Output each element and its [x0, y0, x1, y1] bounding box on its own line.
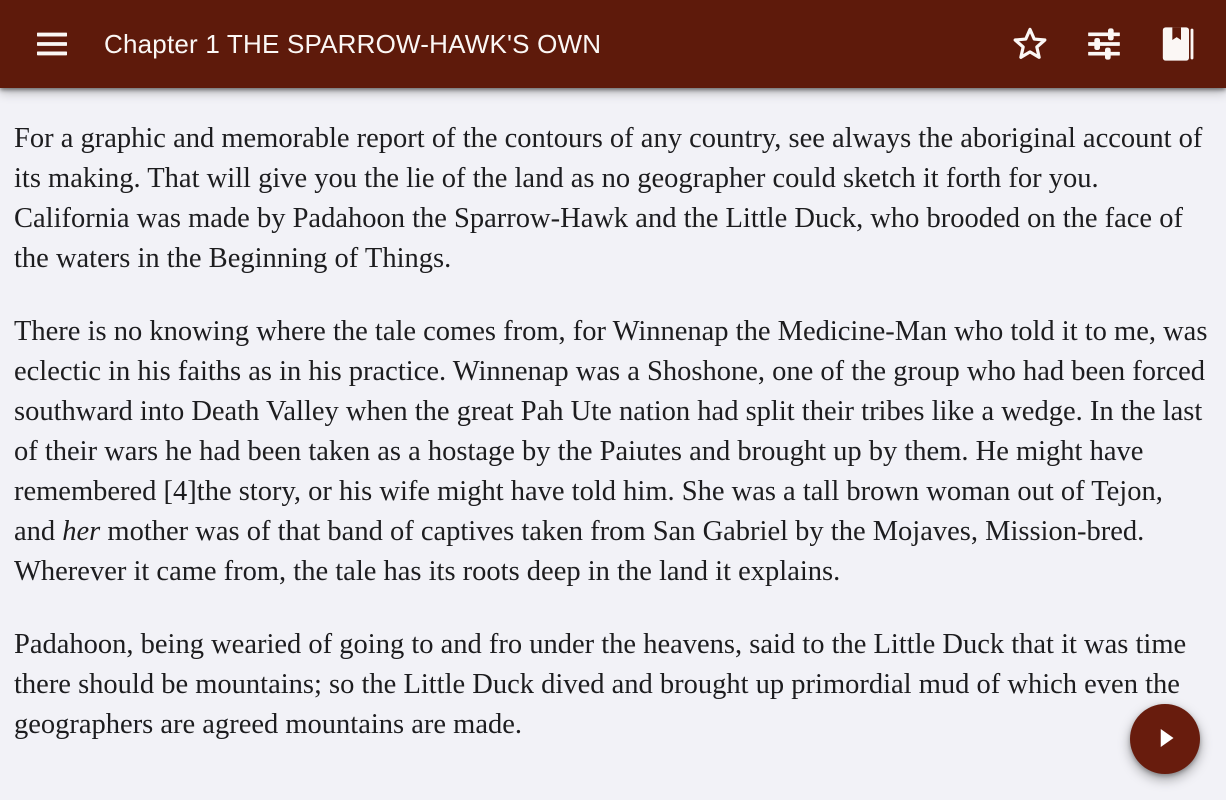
- paragraph: [14, 119, 1212, 279]
- app-bar-actions: [1006, 20, 1202, 68]
- display-settings-button[interactable]: [1080, 20, 1128, 68]
- favorite-button[interactable]: [1006, 20, 1054, 68]
- menu-button[interactable]: [28, 20, 76, 68]
- hamburger-menu-icon: [32, 24, 72, 64]
- bookmarks-button[interactable]: [1154, 20, 1202, 68]
- text-segment: There is no knowing where the tale comes from, for Winnenap the Medicine-Man who told it to me, was eclectic in his faiths as in his practice. Winnenap was a Shoshone, one of the group who had been forced southward into Death Valley when the great Pah Ute nation had split their tribes like a wedge. In the last of their wars he had been taken as a hostage by the Paiutes and brought up by them. He might have remembered [4]the story, or his wife might have told him. She was a tall brown woman out of Tejon,: [14, 316, 1208, 507]
- play-fab-button[interactable]: [1130, 704, 1200, 774]
- page-title: Chapter 1 THE SPARROW-HAWK'S OWN: [104, 28, 602, 59]
- play-arrow-icon: [1148, 721, 1182, 758]
- text-segment: Padahoon, being wearied of going to and fro under the heavens, said to the Little Duck that it was time there should be mountains; so the Little Duck dived and brought up primordial mud of which even the geographers are agreed mountains are made.: [14, 629, 1187, 740]
- book-bookmark-icon: [1158, 24, 1198, 64]
- italic-text-segment: her: [62, 516, 101, 547]
- text-segment: mother was of that band of captives taken from San Gabriel by the Mojaves, Mission-bred. Wherever it came from, the tale has its roots deep in the land it explains.: [14, 516, 1145, 587]
- paragraph: [14, 312, 1212, 592]
- reader-content[interactable]: [0, 88, 1226, 745]
- star-outline-icon: [1010, 24, 1050, 64]
- paragraph: [14, 625, 1212, 745]
- text-segment: and: [14, 516, 63, 547]
- app-bar: [0, 0, 1226, 88]
- tune-sliders-icon: [1084, 24, 1124, 64]
- text-segment: For a graphic and memorable report of the contours of any country, see always the aboriginal account of its making. That will give you the lie of the land as no geographer could sketch it forth for you. California was made by Padahoon the Sparrow-Hawk and the Little Duck, who brooded on the face of the waters in the Beginning of Things.: [14, 123, 1203, 274]
